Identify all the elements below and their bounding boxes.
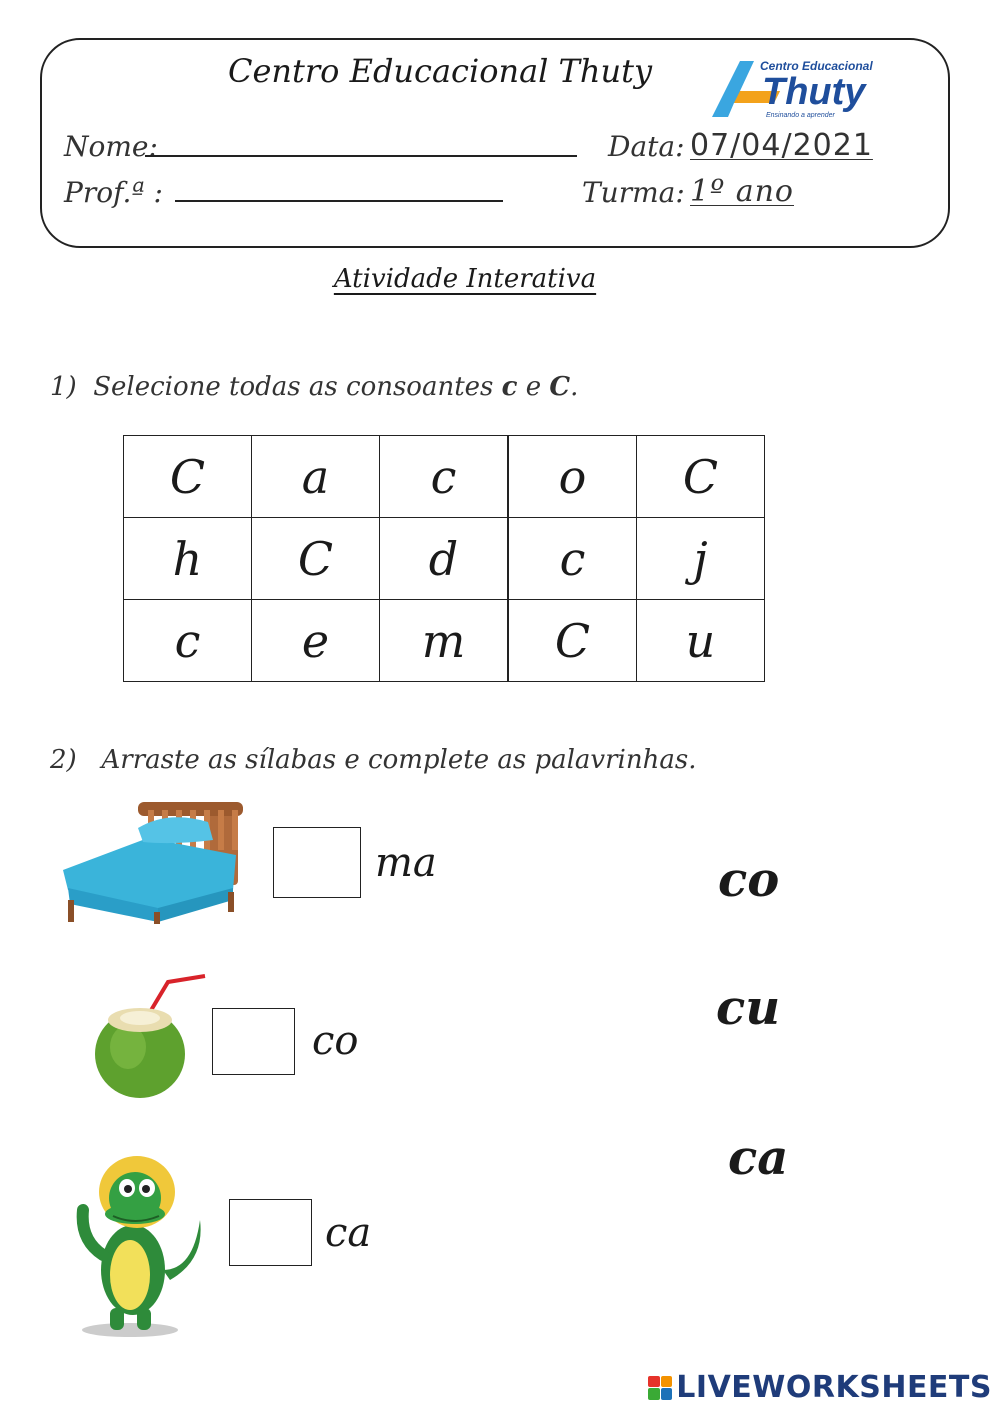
question-1-prompt xyxy=(50,372,578,402)
activity-title: Atividade Interativa xyxy=(333,264,597,294)
letter-cell[interactable]: e xyxy=(252,600,380,682)
letter-grid-row xyxy=(124,518,765,600)
teacher-label: Prof.ª : xyxy=(64,176,163,209)
bed-image xyxy=(58,800,248,925)
letter-grid-row xyxy=(124,600,765,682)
draggable-syllable-ca[interactable]: ca xyxy=(728,1130,789,1186)
crocodile-image xyxy=(75,1150,210,1340)
liveworksheets-icon xyxy=(648,1376,672,1400)
letter-grid xyxy=(123,435,765,682)
answer-box-coconut[interactable] xyxy=(212,1008,295,1075)
draggable-syllable-co[interactable]: co xyxy=(718,852,780,908)
letter-cell[interactable]: c xyxy=(124,600,252,682)
school-logo xyxy=(710,57,885,123)
coconut-image xyxy=(90,972,210,1102)
letter-cell[interactable]: o xyxy=(508,436,637,518)
question-1-connector: e xyxy=(525,372,542,402)
suffix-bed: ma xyxy=(375,840,437,886)
question-1-letter-upper: C xyxy=(549,372,571,402)
name-label: Nome: xyxy=(64,130,158,163)
logo-top-text: Centro Educacional xyxy=(760,59,873,73)
logo-main-text: Thuty xyxy=(762,71,866,113)
answer-box-bed[interactable] xyxy=(273,827,361,898)
draggable-syllable-cu[interactable]: cu xyxy=(716,980,781,1036)
letter-cell[interactable]: c xyxy=(508,518,637,600)
question-2-prompt xyxy=(50,745,696,775)
logo-tagline: Ensinando a aprender xyxy=(766,112,835,119)
question-1-end: . xyxy=(570,372,579,402)
letter-cell[interactable]: C xyxy=(637,436,765,518)
suffix-crocodile: ca xyxy=(325,1210,372,1256)
letter-cell[interactable]: C xyxy=(508,600,637,682)
question-1-letter-lower: c xyxy=(501,372,518,402)
letter-cell[interactable]: d xyxy=(380,518,509,600)
liveworksheets-brand xyxy=(648,1370,992,1405)
school-name: Centro Educacional Thuty xyxy=(227,52,653,90)
letter-cell[interactable]: m xyxy=(380,600,509,682)
class-label: Turma: xyxy=(582,176,685,209)
class-value: 1º ano xyxy=(690,174,794,209)
date-label: Data: xyxy=(608,130,685,163)
letter-cell[interactable]: c xyxy=(380,436,509,518)
answer-box-crocodile[interactable] xyxy=(229,1199,312,1266)
question-2-text: Arraste as sílabas e complete as palavrinhas. xyxy=(101,745,697,775)
question-1-text: Selecione todas as consoantes xyxy=(93,372,494,402)
letter-cell[interactable]: C xyxy=(124,436,252,518)
name-field[interactable] xyxy=(145,155,577,157)
suffix-coconut: co xyxy=(312,1018,359,1064)
letter-cell[interactable]: u xyxy=(637,600,765,682)
question-2-number: 2) xyxy=(50,745,77,775)
letter-grid-row xyxy=(124,436,765,518)
question-1-number: 1) xyxy=(50,372,77,402)
letter-cell[interactable]: a xyxy=(252,436,380,518)
liveworksheets-text: LIVEWORKSHEETS xyxy=(676,1370,992,1405)
teacher-field[interactable] xyxy=(175,200,503,202)
letter-cell[interactable]: h xyxy=(124,518,252,600)
letter-cell[interactable]: C xyxy=(252,518,380,600)
letter-cell[interactable]: j xyxy=(637,518,765,600)
date-value: 07/04/2021 xyxy=(690,128,873,163)
